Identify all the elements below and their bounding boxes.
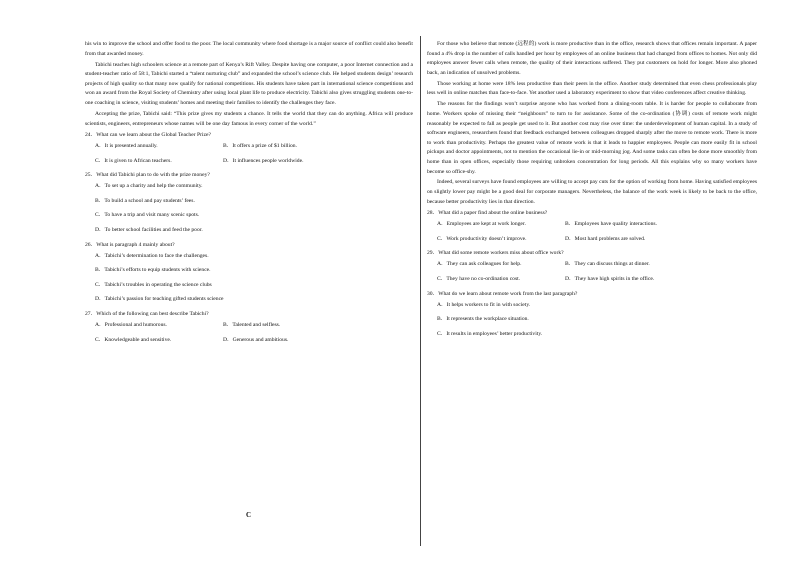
answer-option: D．It influences people worldwide. [223,157,304,164]
answer-option: D．Most hard problems are solved. [565,235,646,242]
passage-paragraph: Indeed, several surveys have found employees are willing to accept pay cuts for the option of working from home. Having satisfied employees on slightly lower pay might be a good deal for corporate managers. Nevertheless, the balance of the work week is likely to be back to the office, because better productivity lies in that direction. [427,179,757,205]
left-column [85,40,413,350]
answer-option: C．They have no co-ordination cost. [437,276,521,283]
answer-option: A．Tabichi’s determination to face the challenges. [95,252,209,259]
answer-option: A．Professional and humorous. [95,322,167,328]
answer-option: B．Tabichi’s efforts to equip students with science. [95,267,211,274]
question-stem: 29．What did some remote workers miss about office work? [427,250,564,257]
answer-option: D．To better school facilities and feed the poor. [95,227,203,234]
page-footer-letter: C [246,511,252,519]
answer-option: B．Talented and selfless. [223,322,281,328]
answer-option: B．It offers a prize of $1 billion. [223,143,297,150]
column-divider [420,36,421,546]
passage-paragraph: The reasons for the findings won’t surprise anyone who has worked from a dining-room table. It is harder for people to collaborate from home. Workers spoke of missing their “neighbours” to turn to for assistance. Some of the co-ordination (协调) costs of remote work might reasonably be expected to fall as people get used to it. But another cost may rise over time: the underdevelopment of human capital. In a study of software engineers, researchers found that feedback exchanged between colleagues dropped sharply after the move to remote work. There is more to work than productivity. Perhaps the greatest value of remote work is that it leads to happier employees. People can more easily fit in school pickups and doctor appointments, not to mention the occasional lie-in or mid-morning jog. And some tasks can often be done more smoothly from home than in open offices, especially those requiring unbroken concentration for long periods. All this explains why so many workers have become so office-shy. [427,101,757,175]
option-row [427,260,757,270]
answer-option: D．Generous and ambitious. [223,336,289,343]
question-stem: 28．What did a paper find about the online business? [427,210,548,217]
option-row [427,275,757,285]
answer-option: A．It helps workers to fit in with society. [437,301,531,308]
answer-option: B．Employees have quality interactions. [565,221,657,228]
answer-option: C．Work productivity doesn’t improve. [437,235,527,242]
answer-option: A．They can ask colleagues for help. [437,261,522,268]
passage-paragraph: his win to improve the school and offer food to the poor. The local community where food shortage is a major source of conflict could also benefit from that awarded money. [85,41,413,57]
answer-option: D．Tabichi’s passion for teaching gifted students science [95,296,224,303]
passage-paragraph: Those working at home were 18% less productive than their peers in the office. Another study determined that even chess professionals play less well in online matches than face-to-face. Yet another used a laboratory experiment to show that video conferences affect creative thinking. [427,80,757,97]
answer-option: C．To have a trip and visit many scenic spots. [95,212,200,219]
answer-option: B．To build a school and pay students’ fees. [95,197,195,204]
option-row [85,157,413,167]
passage-paragraph: Accepting the prize, Tabichi said: “This prize gives my students a chance. It tells the world that they can do anything. Africa will produce scientists, engineers, entrepreneurs whose names will be one day famous in every corner of the world.” [85,110,413,127]
answer-option: B．They can discuss things at dinner. [565,261,650,268]
question-stem: 26．What is paragraph 4 mainly about? [85,241,175,248]
passage-paragraph: Tabichi teaches high schoolers science at a remote part of Kenya’s Rift Valley. Despite having one computer, a poor Internet connection and a student-teacher ratio of 58:1, Tabichi started a “talent nurturing club” and expanded the school’s science club. He helped students design’ research projects of high quality so that many now qualify for national competitions. His students have taken part in international science competitions and won an award from the Royal Society of Chemistry after using local plant life to produce electricity. Tabichi also gives struggling students one-to-one coaching in science, visiting students’ homes and meeting their families to identify the challenges they face. [85,61,413,106]
right-column [427,40,757,344]
option-row [85,321,413,331]
answer-option: C．It is given to African teachers. [95,157,172,164]
question-stem: 30．What do we learn about remote work from the last paragraph? [427,290,578,297]
question-stem: 25．What did Tabichi plan to do with the prize money? [85,172,210,179]
answer-option: A．Employees are kept at work longer. [437,221,526,228]
answer-option: C．It results in employees’ better productivity. [437,330,543,337]
passage-paragraph: For those who believe that remote (远程的) work is more productive than in the office, research shows that offices remain important. A paper found a 4% drop in the number of calls handled per hour by employees of an online business that had changed from offices to homes. Not only did employees answer fewer calls when remote, the quality of their interactions suffered. They put customers on hold for longer. More also phoned back, an indication of unsolved problems. [427,41,757,76]
question-stem: 24．What can we learn about the Global Teacher Prize? [85,132,211,139]
option-row [85,336,413,346]
answer-option: A．To set up a charity and help the community. [95,183,203,190]
option-row [427,235,757,245]
question-stem: 27．Which of the following can best describe Tabichi? [85,311,209,318]
answer-option: A．It is presented annually. [95,143,158,150]
answer-option: C．Knowledgeable and sensitive. [95,336,172,343]
option-row [427,220,757,230]
answer-option: D．They have high spirits in the office. [565,276,655,283]
answer-option: C．Tabichi’s troubles in operating the science clubs [95,281,212,288]
option-row [85,142,413,152]
answer-option: B．It represents the workplace situation. [437,316,529,323]
